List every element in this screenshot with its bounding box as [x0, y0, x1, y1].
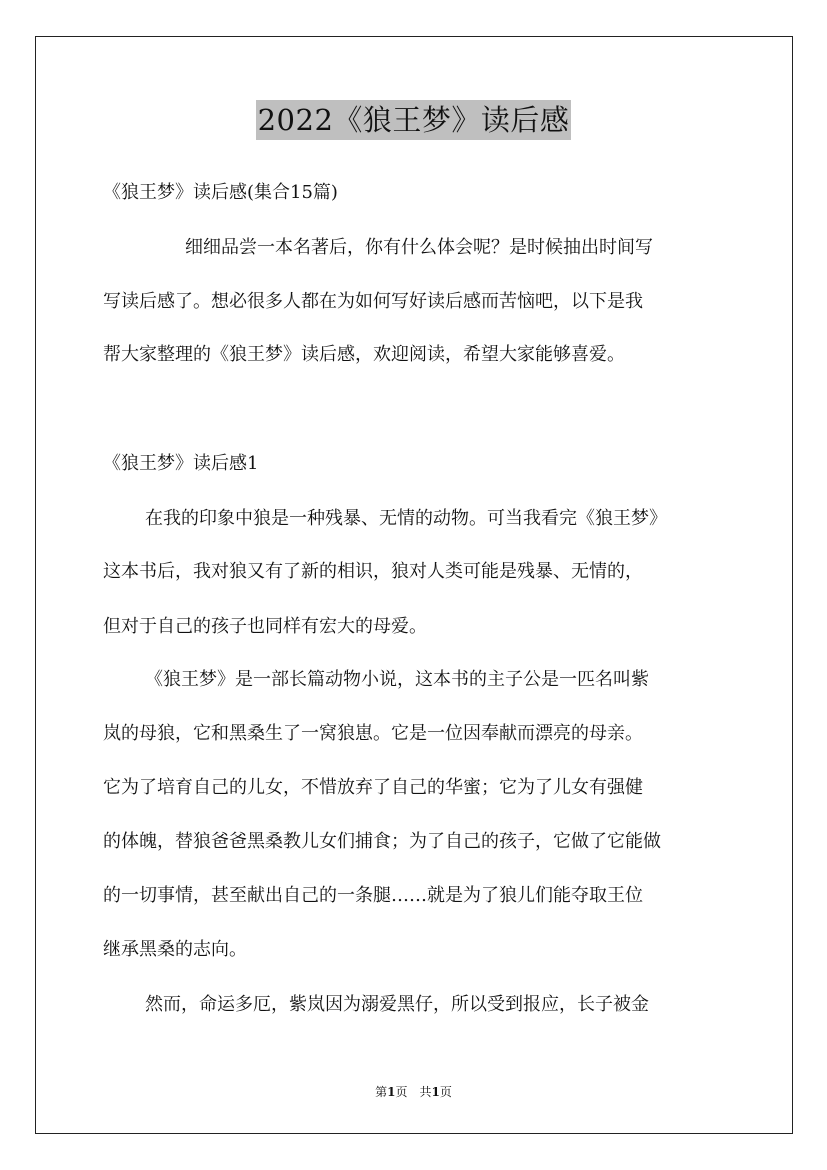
document-title: 2022《狼王梦》读后感 [256, 100, 572, 140]
section-heading: 《狼王梦》读后感1 [103, 453, 259, 474]
document-subtitle: 《狼王梦》读后感(集合15篇) [103, 182, 338, 203]
intro-line-2: 写读后感了。想必很多人都在为如何写好读后感而苦恼吧，以下是我 [103, 291, 643, 312]
footer-page-current: 1 [387, 1085, 396, 1099]
body-line-5: 岚的母狼，它和黑桑生了一窝狼崽。它是一位因奉献而漂亮的母亲。 [103, 723, 643, 744]
body-line-8: 的一切事情，甚至献出自己的一条腿……就是为了狼儿们能夺取王位 [103, 885, 643, 906]
body-line-7: 的体魄，替狼爸爸黑桑教儿女们捕食；为了自己的孩子，它做了它能做 [103, 831, 661, 852]
footer-mid: 页 共 [395, 1085, 432, 1099]
intro-line-3: 帮大家整理的《狼王梦》读后感，欢迎阅读，希望大家能够喜爱。 [103, 344, 625, 365]
body-line-9: 继承黑桑的志向。 [103, 939, 247, 960]
body-line-10: 然而，命运多厄，紫岚因为溺爱黑仔，所以受到报应，长子被金 [145, 994, 649, 1015]
footer-page-total: 1 [431, 1085, 440, 1099]
body-line-4: 《狼王梦》是一部长篇动物小说，这本书的主子公是一匹名叫紫 [145, 669, 649, 690]
body-line-3: 但对于自己的孩子也同样有宏大的母爱。 [103, 616, 427, 637]
body-line-6: 它为了培育自己的儿女，不惜放弃了自己的华蜜；它为了儿女有强健 [103, 777, 643, 798]
footer-prefix: 第 [375, 1085, 388, 1099]
page-footer [0, 1084, 827, 1100]
intro-line-1: 细细品尝一本名著后，你有什么体会呢？是时候抽出时间写 [185, 237, 653, 258]
body-line-1: 在我的印象中狼是一种残暴、无情的动物。可当我看完《狼王梦》 [145, 508, 667, 529]
title-container [0, 100, 827, 140]
body-line-2: 这本书后，我对狼又有了新的相识，狼对人类可能是残暴、无情的， [103, 561, 643, 582]
footer-suffix: 页 [439, 1085, 452, 1099]
